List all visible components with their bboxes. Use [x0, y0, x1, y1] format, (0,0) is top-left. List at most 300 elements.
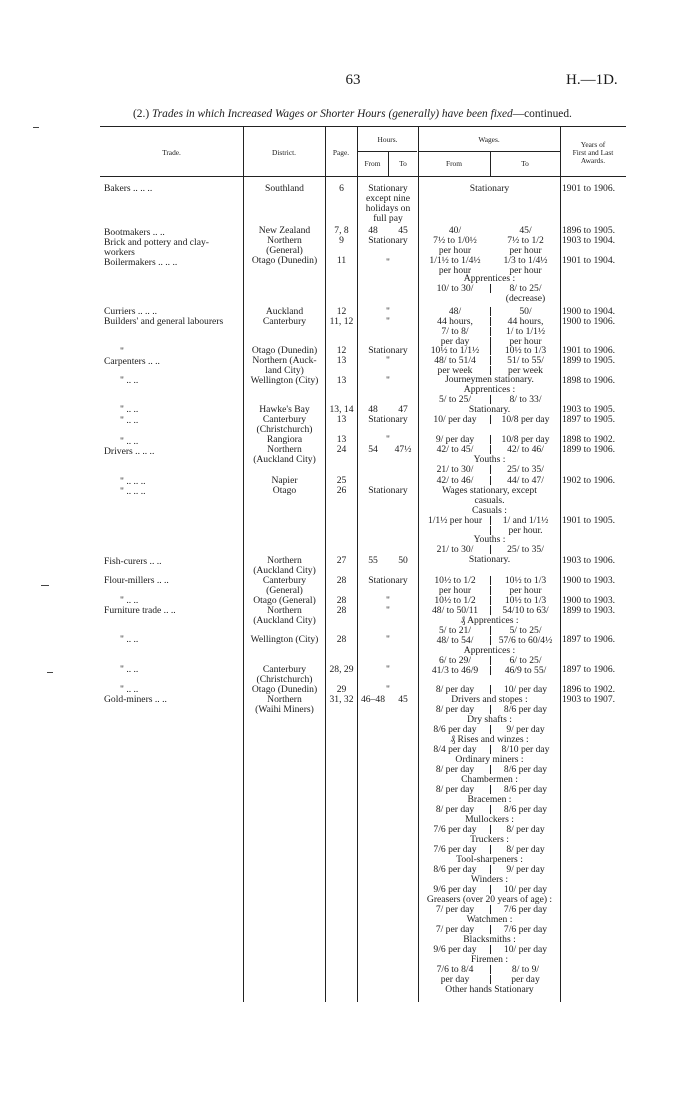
- district-cell: Southland: [265, 183, 304, 194]
- district-cell: Northern: [267, 235, 302, 246]
- hours-cell: ": [386, 684, 390, 695]
- district-cell: (General): [266, 245, 303, 256]
- hours-cell: ": [386, 634, 390, 645]
- wages-subheader-rule: [418, 151, 560, 152]
- wage-pair-separator: [490, 905, 491, 914]
- wages-from-cell: per hour: [438, 245, 472, 256]
- wages-to-cell: 50/: [519, 306, 532, 317]
- hours-from-cell: 46–48: [361, 694, 385, 705]
- wage-pair-separator: [490, 666, 491, 675]
- hours-cell: Stationary: [368, 183, 408, 194]
- wages-to-cell: 10/ per day: [503, 944, 548, 955]
- wages-to-cell: (decrease): [505, 293, 546, 304]
- years-cell: 1902 to 1906.: [562, 475, 616, 486]
- wages-from-cell: 10½ to 1/1½: [430, 345, 480, 356]
- wage-pair-separator: [490, 284, 491, 293]
- wages-from-cell: 9/ per day: [435, 434, 475, 445]
- district-cell: (Auckland City): [253, 615, 316, 626]
- years-cell: 1901 to 1904.: [562, 255, 616, 266]
- wages-from-cell: 48/ to 51/4: [434, 355, 476, 366]
- wages-from-cell: per day: [440, 974, 470, 985]
- wages-to-cell: 8/ to 33/: [509, 394, 542, 405]
- wages-from-cell: 48/ to 50/11: [431, 605, 478, 616]
- district-cell: Wellington (City): [250, 634, 319, 645]
- trade-cell: " .. ..: [120, 436, 139, 447]
- wage-pair-separator: [490, 805, 491, 814]
- hours-from-cell: 55: [368, 555, 378, 566]
- hours-to-cell: 50: [398, 555, 408, 566]
- wages-to-cell: per hour: [509, 265, 542, 276]
- wages-from-cell: 5/ to 25/: [439, 394, 471, 405]
- page-cell: 7, 8: [334, 225, 349, 236]
- header-years-2: First and Last: [572, 148, 614, 157]
- page-cell: 13, 14: [329, 404, 354, 415]
- wages-to-cell: per hour.: [508, 525, 543, 536]
- wage-pair-separator: [490, 516, 491, 525]
- trade-cell: Builders' and general labourers: [104, 316, 224, 327]
- years-cell: 1901 to 1906.: [562, 183, 616, 194]
- hours-cell: except nine: [366, 193, 410, 204]
- district-cell: Otago (Dunedin): [251, 255, 318, 266]
- wages-cell: Youths :: [473, 534, 506, 545]
- wages-to-cell: per hour: [509, 585, 542, 596]
- wage-pair-separator: [490, 656, 491, 665]
- district-cell: Otago (Dunedin): [251, 684, 318, 695]
- trade-cell: Gold-miners .. ..: [104, 694, 167, 705]
- wage-pair-separator: [490, 526, 491, 535]
- wages-cell: Stationary.: [468, 554, 511, 565]
- wages-to-cell: 8/ to 25/: [509, 283, 542, 294]
- district-cell: Canterbury: [262, 575, 307, 586]
- header-page: Page.: [332, 148, 350, 157]
- wages-from-cell: per week: [437, 365, 473, 376]
- wages-from-cell: 8/ per day: [435, 684, 475, 695]
- caption-prefix: (2.): [133, 108, 152, 120]
- wages-from-cell: 9/6 per day: [433, 944, 477, 955]
- years-cell: 1903 to 1905.: [562, 404, 616, 415]
- page-cell: 31, 32: [329, 694, 354, 705]
- wages-cell: Journeymen stationary.: [445, 374, 534, 385]
- hours-cell: ": [386, 316, 390, 327]
- wages-to-cell: 8/6 per day: [503, 764, 548, 775]
- trade-cell: Furniture trade .. ..: [104, 605, 176, 616]
- trade-cell: " .. ..: [120, 404, 139, 415]
- wages-cell: Firemen :: [470, 954, 509, 965]
- wages-from-cell: 8/4 per day: [433, 744, 477, 755]
- wages-from-cell: 42/ to 45/: [436, 444, 474, 455]
- wages-to-cell: 7½ to 1/2: [507, 235, 544, 246]
- page-cell: 6: [339, 183, 344, 194]
- wages-from-cell: 7/ to 8/: [441, 326, 469, 337]
- wages-from-cell: 48/: [448, 306, 462, 317]
- wages-to-cell: 25/ to 35/: [507, 544, 544, 555]
- wages-from-cell: per hour: [438, 585, 472, 596]
- wages-cell: Stationary: [469, 183, 510, 194]
- wages-to-cell: 54/10 to 63/: [502, 605, 549, 616]
- hours-cell: ": [386, 306, 390, 317]
- wages-cell: Greasers (over 20 years of age) :: [426, 894, 553, 905]
- wages-to-cell: 6/ to 25/: [509, 655, 542, 666]
- page-cell: 25: [336, 475, 347, 486]
- wages-to-cell: 10/8 per day: [501, 414, 550, 425]
- years-cell: 1900 to 1904.: [562, 306, 616, 317]
- years-cell: 1899 to 1903.: [562, 605, 616, 616]
- wages-from-cell: 8/ per day: [435, 704, 475, 715]
- wages-from-cell: 7/6 to 8/4: [436, 964, 474, 975]
- wages-to-cell: 44 hours,: [507, 316, 544, 327]
- district-cell: Northern: [267, 444, 302, 455]
- hours-from-cell: 48: [368, 225, 378, 236]
- trade-cell: ": [120, 346, 124, 357]
- wage-pair-separator: [490, 725, 491, 734]
- wages-to-cell: 57/6 to 60/4½: [498, 635, 553, 646]
- wages-cell: ₰ Apprentices :: [460, 615, 519, 626]
- header-hours-from: From: [364, 159, 381, 168]
- wage-pair-separator: [490, 576, 491, 585]
- wage-pair-separator: [490, 327, 491, 336]
- hours-cell: Stationary: [368, 575, 408, 586]
- wages-from-cell: per day: [440, 336, 470, 347]
- trade-cell: " .. ..: [120, 664, 139, 675]
- wages-from-cell: 10½ to 1/2: [434, 575, 476, 586]
- page-number: 63: [345, 72, 361, 88]
- wages-to-cell: 8/10 per day: [501, 744, 550, 755]
- wage-pair-separator: [490, 606, 491, 615]
- wages-cell: Winders :: [470, 874, 509, 885]
- years-cell: 1900 to 1903.: [562, 575, 616, 586]
- wage-pair-separator: [490, 366, 491, 375]
- wages-from-cell: 21/ to 30/: [436, 464, 474, 475]
- wages-cell: Bracemen :: [467, 794, 512, 805]
- years-cell: 1901 to 1905.: [562, 515, 616, 526]
- wages-to-cell: 8/ to 9/: [511, 964, 540, 975]
- trade-cell: Carpenters .. ..: [104, 356, 160, 367]
- trade-cell: " .. ..: [120, 375, 139, 386]
- wages-from-cell: 8/ per day: [435, 764, 475, 775]
- wages-cell: Drivers and stopes :: [451, 694, 528, 705]
- trade-cell: " .. ..: [120, 634, 139, 645]
- wage-pair-separator: [490, 626, 491, 635]
- wages-to-cell: 10½ to 1/3: [504, 345, 547, 356]
- page-cell: 11, 12: [329, 316, 354, 327]
- wages-to-cell: 9/ per day: [506, 724, 545, 735]
- page-cell: 28: [336, 575, 347, 586]
- wage-pair-separator: [490, 825, 491, 834]
- wages-from-cell: 10½ to 1/2: [434, 595, 476, 606]
- years-cell: 1900 to 1903.: [562, 595, 616, 606]
- hours-cell: ": [386, 595, 390, 606]
- trade-cell: Flour-millers .. ..: [104, 575, 169, 586]
- district-cell: Northern: [267, 694, 302, 705]
- wages-from-cell: 44 hours,: [437, 316, 473, 327]
- wage-pair-separator: [490, 945, 491, 954]
- district-cell: Canterbury: [262, 414, 307, 425]
- wages-from-cell: 1/1½ to 1/4½: [429, 255, 481, 266]
- years-cell: 1899 to 1906.: [562, 444, 616, 455]
- trade-cell: " .. .. ..: [120, 476, 146, 487]
- wages-to-cell: 9/ per day: [506, 864, 545, 875]
- wages-cell: Other hands Stationary: [445, 984, 534, 995]
- wage-pair-separator: [490, 545, 491, 554]
- wages-from-cell: 10/ to 30/: [436, 283, 474, 294]
- wage-pair-separator: [490, 415, 491, 424]
- header-trade: Trade.: [162, 148, 181, 157]
- wages-cell: Wages stationary, except: [442, 485, 537, 496]
- wage-pair-separator: [490, 435, 491, 444]
- header-wages-from: From: [445, 159, 462, 168]
- wages-from-cell: 7/ per day: [435, 904, 475, 915]
- wages-to-cell: 45/: [519, 225, 532, 236]
- wage-pair-separator: [490, 705, 491, 714]
- wages-from-cell: 6/ to 29/: [439, 655, 471, 666]
- wages-to-cell: 46/9 to 55/: [504, 665, 547, 676]
- years-cell: 1903 to 1906.: [562, 555, 616, 566]
- wage-pair-separator: [490, 965, 491, 974]
- header-years-1: Years of: [580, 140, 606, 149]
- hours-cell: ": [386, 355, 390, 366]
- wages-cell: Watchmen :: [466, 914, 513, 925]
- wage-pair-separator: [490, 395, 491, 404]
- hours-cell: ": [386, 664, 390, 675]
- caption-title: Trades in which Increased Wages or Shorter Hours (generally) have been fixed: [151, 108, 513, 120]
- years-cell: 1897 to 1906.: [562, 664, 616, 675]
- trade-cell: " .. .. ..: [120, 486, 146, 497]
- wage-pair-separator: [490, 476, 491, 485]
- wage-pair-separator: [490, 356, 491, 365]
- district-cell: Northern (Auck-: [252, 355, 317, 366]
- trade-cell: " .. ..: [120, 684, 139, 695]
- wages-cell: Apprentices :: [463, 645, 516, 656]
- hours-cell: ": [386, 605, 390, 616]
- hours-cell: Stationary: [368, 485, 408, 496]
- wages-to-cell: 7/6 per day: [503, 924, 548, 935]
- district-cell: Canterbury: [262, 664, 307, 675]
- wage-pair-separator: [490, 765, 491, 774]
- wages-to-cell: 8/6 per day: [503, 704, 548, 715]
- wages-from-cell: 7/6 per day: [433, 844, 477, 855]
- page-cell: 28: [336, 605, 347, 616]
- district-cell: Northern: [267, 605, 302, 616]
- wages-cell: Blacksmiths :: [463, 934, 516, 945]
- years-cell: 1903 to 1907.: [562, 694, 616, 705]
- wage-pair-separator: [490, 586, 491, 595]
- trade-cell: Bakers .. .. ..: [104, 183, 153, 194]
- wages-from-cell: 7/ per day: [435, 924, 475, 935]
- wage-pair-separator: [490, 975, 491, 984]
- wage-pair-separator: [490, 465, 491, 474]
- district-cell: (Auckland City): [253, 454, 316, 465]
- wages-to-cell: per day: [511, 974, 540, 985]
- wages-to-cell: per hour: [509, 336, 542, 347]
- header-hours: Hours.: [377, 135, 398, 144]
- wages-cell: Chambermen :: [461, 774, 518, 785]
- wages-from-cell: 5/ to 21/: [439, 625, 471, 636]
- trade-cell: Curriers .. .. ..: [104, 306, 158, 317]
- wages-from-cell: 10/ per day: [433, 414, 477, 425]
- district-cell: Wellington (City): [250, 375, 319, 386]
- years-cell: 1899 to 1905.: [562, 355, 616, 366]
- district-cell: land City): [265, 365, 304, 376]
- wage-pair-separator: [490, 865, 491, 874]
- district-cell: Napier: [271, 475, 298, 486]
- wages-to-cell: 10½ to 1/3: [504, 595, 547, 606]
- district-cell: Auckland: [265, 306, 304, 317]
- district-cell: Otago (Dunedin): [251, 345, 318, 356]
- page-cell: 13: [336, 375, 347, 386]
- page-cell: 24: [336, 444, 347, 455]
- years-cell: 1897 to 1906.: [562, 634, 616, 645]
- hours-cell: full pay: [373, 213, 403, 224]
- wages-to-cell: 10/ per day: [503, 684, 548, 695]
- hours-cell: ": [386, 434, 390, 445]
- header-district: District.: [271, 148, 297, 157]
- hours-cell: Stationary: [368, 345, 408, 356]
- wages-to-cell: 8/ per day: [506, 824, 545, 835]
- wages-from-cell: 9/6 per day: [433, 884, 477, 895]
- wage-pair-separator: [490, 845, 491, 854]
- page-cell: 12: [336, 306, 347, 317]
- wages-cell: casuals.: [474, 495, 505, 506]
- district-cell: (General): [266, 585, 303, 596]
- trade-cell: Drivers .. .. ..: [104, 446, 155, 457]
- wages-to-cell: 8/6 per day: [503, 804, 548, 815]
- wage-pair-separator: [490, 337, 491, 346]
- trade-cell: " .. ..: [120, 595, 139, 606]
- wages-from-cell: 8/6 per day: [433, 864, 477, 875]
- years-cell: 1900 to 1906.: [562, 316, 616, 327]
- wages-cell: Ordinary miners :: [455, 754, 524, 765]
- district-cell: Otago: [272, 485, 297, 496]
- district-cell: (Christchurch): [256, 674, 313, 685]
- trade-cell: Brick and pottery and clay-: [104, 237, 209, 248]
- wages-from-cell: 8/ per day: [435, 784, 475, 795]
- page-cell: 13: [336, 434, 347, 445]
- wages-cell: Tool-sharpeners :: [456, 854, 523, 865]
- district-cell: Canterbury: [262, 316, 307, 327]
- wages-cell: Apprentices :: [463, 273, 516, 284]
- wages-to-cell: 10/8 per day: [501, 434, 550, 445]
- page-cell: 26: [336, 485, 347, 496]
- wages-to-cell: per week: [508, 365, 543, 376]
- wages-cell: Stationary.: [468, 404, 511, 415]
- page-cell: 9: [339, 235, 344, 246]
- wages-from-cell: 1/1½ per hour: [427, 515, 483, 526]
- wage-pair-separator: [490, 685, 491, 694]
- page-cell: 28: [336, 595, 347, 606]
- trade-cell: Fish-curers .. ..: [104, 556, 162, 567]
- wages-cell: Apprentices :: [463, 384, 516, 395]
- wage-pair-separator: [490, 785, 491, 794]
- table-caption: [133, 108, 572, 120]
- wages-cell: Youths :: [473, 454, 506, 465]
- wage-pair-separator: [490, 925, 491, 934]
- years-cell: 1896 to 1902.: [562, 684, 616, 695]
- district-cell: (Waihi Miners): [255, 704, 314, 715]
- caption-suffix: —continued.: [512, 108, 572, 120]
- wages-from-cell: per hour: [438, 265, 472, 276]
- header-wages-to: To: [521, 159, 529, 168]
- hours-to-cell: 45: [398, 694, 408, 705]
- wages-from-cell: 8/ per day: [435, 804, 475, 815]
- hours-cell: ": [386, 257, 390, 268]
- page-cell: 27: [336, 555, 347, 566]
- wages-to-cell: 51/ to 55/: [507, 355, 544, 366]
- wages-to-cell: 10½ to 1/3: [504, 575, 547, 586]
- wages-cell: Casuals :: [472, 505, 507, 516]
- wages-from-cell: 8/6 per day: [433, 724, 477, 735]
- district-cell: (Christchurch): [256, 424, 313, 435]
- hours-cell: Stationary: [368, 414, 408, 425]
- wages-cell: Truckers :: [470, 834, 509, 845]
- header-wages: Wages.: [478, 135, 500, 144]
- years-cell: 1897 to 1905.: [562, 414, 616, 425]
- years-cell: 1898 to 1906.: [562, 375, 616, 386]
- wages-to-cell: 7/6 per day: [503, 904, 548, 915]
- page-cell: 29: [336, 684, 347, 695]
- district-cell: (Auckland City): [253, 565, 316, 576]
- district-cell: Otago (General): [253, 595, 316, 606]
- page-cell: 13: [336, 414, 347, 425]
- page-cell: 28: [336, 634, 347, 645]
- wages-cell: ₰ Rises and winzes :: [450, 734, 529, 745]
- hours-subheader-rule: [357, 151, 417, 152]
- trade-cell: Boilermakers .. .. ..: [104, 257, 178, 268]
- wages-to-cell: 10/ per day: [503, 884, 548, 895]
- wage-pair-separator: [490, 445, 491, 454]
- wage-pair-separator: [490, 885, 491, 894]
- wages-cell: Dry shafts :: [467, 714, 512, 725]
- wages-from-cell: 42/ to 46/: [436, 475, 474, 486]
- years-cell: 1901 to 1906.: [562, 345, 616, 356]
- wages-to-cell: 1/3 to 1/4½: [503, 255, 548, 266]
- trade-cell: workers: [104, 247, 135, 258]
- wage-pair-separator: [490, 317, 491, 326]
- wage-pair-separator: [490, 596, 491, 605]
- header-years-3: Awards.: [580, 156, 606, 165]
- wages-from-cell: 7½ to 1/0½: [433, 235, 477, 246]
- district-cell: Hawke's Bay: [259, 404, 310, 415]
- wages-to-cell: 44/ to 47/: [507, 475, 544, 486]
- wages-cell: Mullockers :: [465, 814, 514, 825]
- hours-from-cell: 48: [368, 404, 378, 415]
- trade-cell: Bootmakers .. ..: [104, 227, 165, 238]
- table-top-rule: [100, 126, 626, 127]
- wages-to-cell: 8/ per day: [506, 844, 545, 855]
- wages-to-cell: 25/ to 35/: [507, 464, 544, 475]
- wage-pair-separator: [490, 307, 491, 316]
- wages-to-cell: 42/ to 46/: [507, 444, 544, 455]
- page-cell: 12: [336, 345, 347, 356]
- page-cell: 11: [336, 255, 347, 266]
- hours-cell: Stationary: [368, 235, 408, 246]
- hours-cell: ": [386, 375, 390, 386]
- wages-to-cell: 8/6 per day: [503, 784, 548, 795]
- header-bottom-rule: [100, 176, 626, 177]
- years-cell: 1896 to 1905.: [562, 225, 616, 236]
- hours-from-cell: 54: [368, 444, 378, 455]
- years-cell: 1903 to 1904.: [562, 235, 616, 246]
- wages-to-cell: 1/ and 1/1½: [502, 515, 549, 526]
- wages-to-cell: 1/ to 1/1½: [505, 326, 546, 337]
- wages-from-cell: 41/3 to 46/9: [431, 665, 479, 676]
- wages-from-cell: 48/ to 54/: [436, 635, 474, 646]
- wage-pair-separator: [490, 636, 491, 645]
- hours-to-cell: 45: [398, 225, 408, 236]
- wages-from-cell: 7/6 per day: [433, 824, 477, 835]
- hours-to-cell: 47: [398, 404, 408, 415]
- wage-pair-separator: [490, 745, 491, 754]
- wages-to-cell: 5/ to 25/: [509, 625, 542, 636]
